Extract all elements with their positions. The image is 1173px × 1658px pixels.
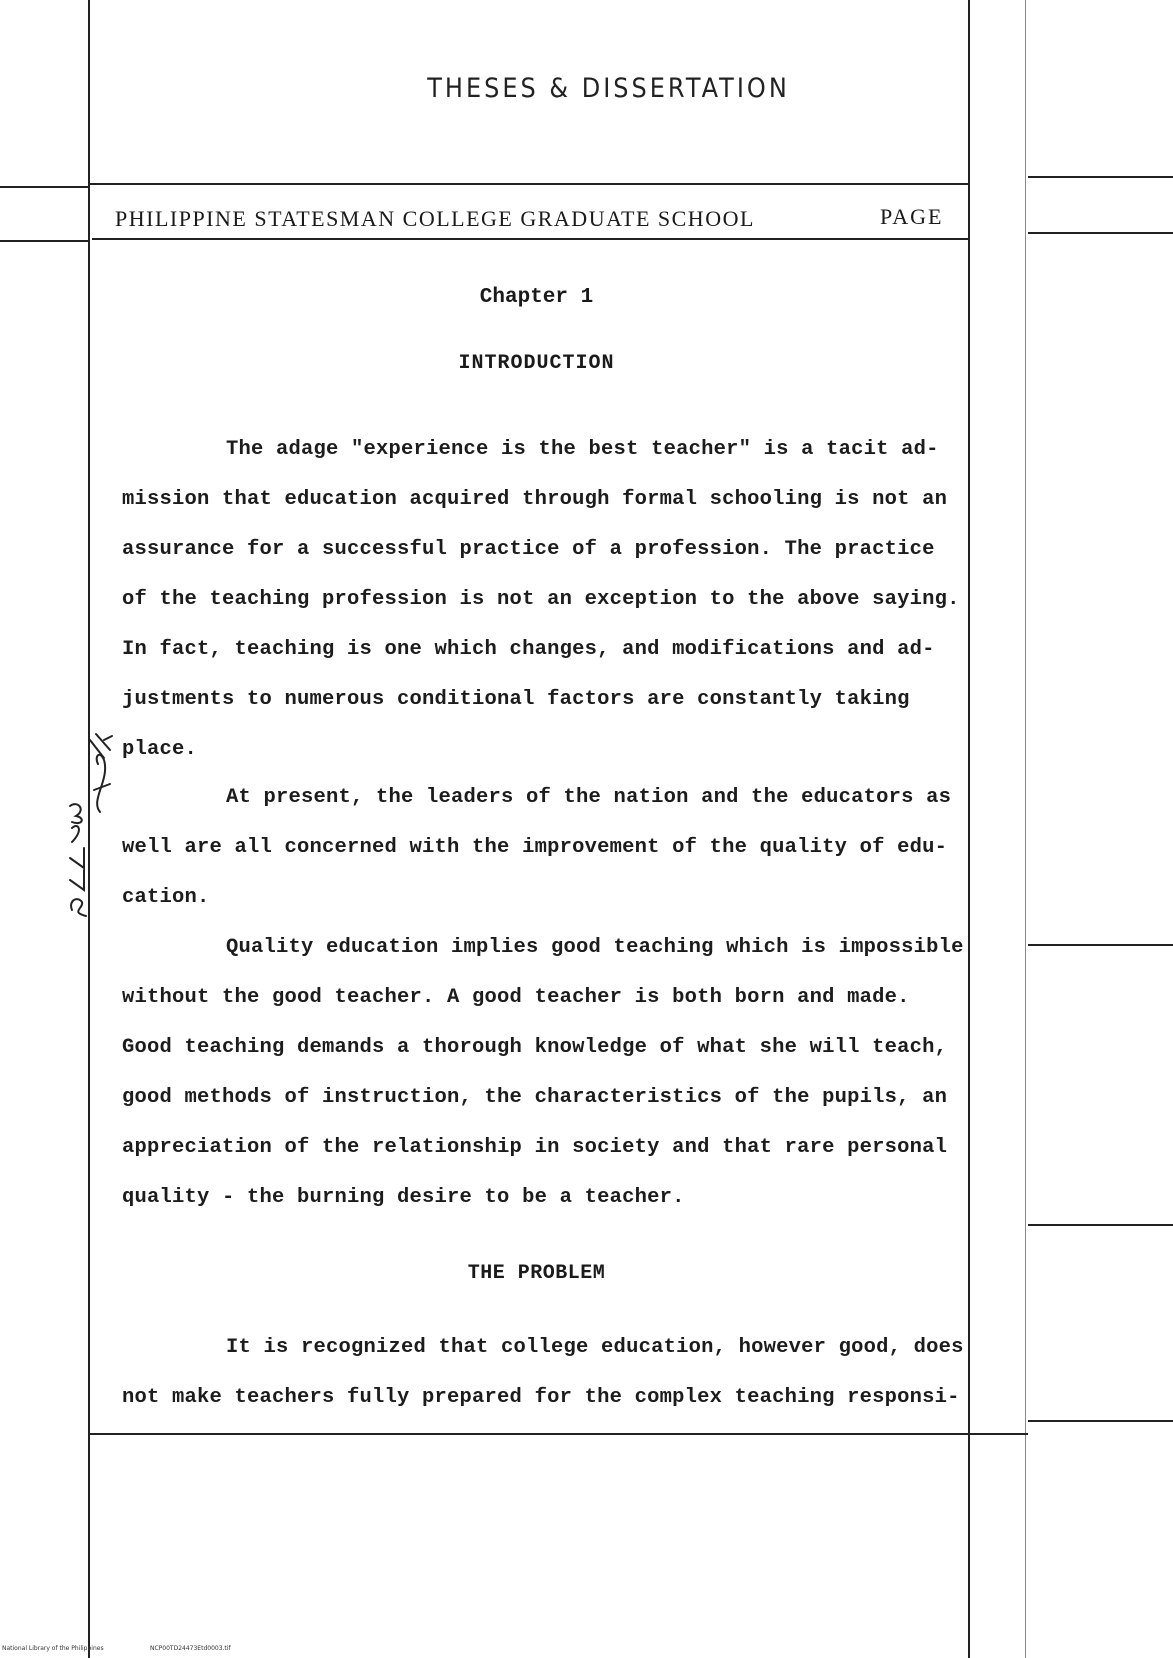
right-margin-rule [968, 0, 970, 1658]
body-line: mission that education acquired through formal schooling is not an [122, 488, 948, 511]
section-heading-the-problem: THE PROBLEM [467, 1262, 606, 1285]
right-tab-rule-4 [1028, 1224, 1173, 1226]
right-tab-rule-2 [1028, 232, 1173, 234]
body-line: At present, the leaders of the nation and the educators as [226, 786, 952, 809]
institution-header: PHILIPPINE STATESMAN COLLEGE GRADUATE SCHOOL [115, 206, 755, 231]
footer-file-id: NCP00TD24473Etd0003.tif [150, 1645, 231, 1652]
footer-rule [88, 1433, 1028, 1435]
body-line: appreciation of the relationship in society and that rare personal [122, 1136, 948, 1159]
body-line: good methods of instruction, the characteristics of the pupils, an [122, 1086, 948, 1109]
header-bottom-rule [92, 238, 970, 240]
body-line: place. [122, 738, 198, 761]
right-tab-rule-1 [1028, 176, 1173, 178]
body-line: cation. [122, 886, 210, 909]
body-line: In fact, teaching is one which changes, and modifications and ad- [122, 638, 935, 661]
footer-library: National Library of the Philippines [2, 1645, 104, 1652]
body-line: The adage "experience is the best teacher" is a tacit ad- [226, 438, 939, 461]
handwritten-accession-note [60, 720, 120, 920]
body-line: Good teaching demands a thorough knowledge of what she will teach, [122, 1036, 948, 1059]
body-line: assurance for a successful practice of a profession. The practice [122, 538, 935, 561]
body-line: quality - the burning desire to be a teacher. [122, 1186, 685, 1209]
right-tab-rule-3 [1028, 944, 1173, 946]
body-line: well are all concerned with the improvement of the quality of edu- [122, 836, 948, 859]
header-top-rule [88, 183, 970, 185]
outer-right-rule [1025, 0, 1026, 1658]
body-line: not make teachers fully prepared for the complex teaching responsi- [122, 1386, 960, 1409]
chapter-title: Chapter 1 [479, 286, 594, 309]
body-line: Quality education implies good teaching which is impossible [226, 936, 964, 959]
body-line: It is recognized that college education, however good, does [226, 1336, 964, 1359]
body-line: justments to numerous conditional factors are constantly taking [122, 688, 910, 711]
left-tab-rule-1 [0, 186, 88, 188]
body-line: without the good teacher. A good teacher is both born and made. [122, 986, 910, 1009]
right-footer-rule [1028, 1420, 1173, 1422]
page-label: PAGE [880, 204, 944, 229]
theses-stamp: THESES & DISSERTATION [427, 72, 790, 104]
section-heading-introduction: INTRODUCTION [458, 352, 615, 375]
body-line: of the teaching profession is not an exception to the above saying. [122, 588, 960, 611]
left-tab-rule-2 [0, 240, 88, 242]
